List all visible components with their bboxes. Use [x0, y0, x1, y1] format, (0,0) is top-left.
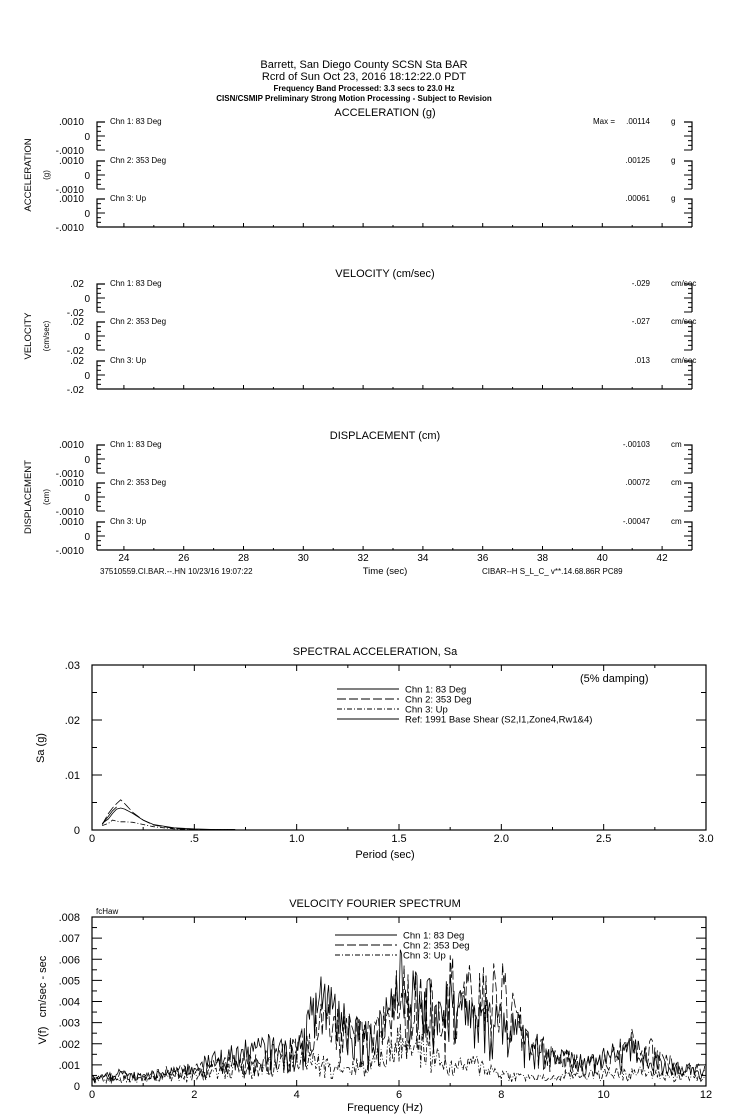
- channel-trace-group: [67, 317, 697, 357]
- sa-y-label: Sa (g): [35, 733, 47, 763]
- header-record-time: Rcrd of Sun Oct 23, 2016 18:12:22.0 PDT: [261, 71, 467, 83]
- vf-corner-label: fcHaw: [96, 907, 119, 916]
- series-line-3: [92, 1023, 705, 1082]
- y-tick-label: -.0010: [55, 546, 84, 557]
- y-tick-label: 0: [73, 825, 80, 837]
- y-tick-label: .0010: [58, 156, 84, 167]
- y-tick-label: -.0010: [55, 185, 84, 196]
- header-frequency-band: Frequency Band Processed: 3.3 secs to 23.0 Hz: [273, 84, 455, 93]
- y-tick-label: .03: [64, 660, 80, 672]
- y-tick-label: -.0010: [55, 469, 84, 480]
- x-tick-label: .5: [189, 833, 199, 845]
- vf-title: VELOCITY FOURIER SPECTRUM: [289, 898, 461, 910]
- y-tick-label: .005: [58, 975, 80, 988]
- x-tick-label: 24: [118, 553, 130, 564]
- time-axis-label: Time (sec): [362, 566, 408, 577]
- legend-entry: Chn 2: 353 Deg: [405, 694, 472, 706]
- y-tick-label: -.02: [66, 385, 84, 396]
- channel-label: Chn 3: Up: [110, 356, 147, 365]
- channel-label: Chn 1: 83 Deg: [110, 440, 162, 449]
- x-tick-label: 3.0: [698, 833, 714, 845]
- x-tick-label: 36: [477, 553, 489, 564]
- x-tick-label: 2.5: [596, 833, 612, 845]
- x-tick-label: 10: [597, 1089, 610, 1101]
- x-tick-label: 0: [88, 833, 96, 845]
- y-tick-label: .02: [70, 317, 84, 328]
- header-station: Barrett, San Diego County SCSN Sta BAR: [260, 59, 468, 71]
- y-tick-label: 0: [84, 371, 90, 382]
- channel-label: Chn 1: 83 Deg: [110, 279, 162, 288]
- legend-entry: Chn 1: 83 Deg: [405, 684, 467, 696]
- x-tick-label: 6: [395, 1089, 403, 1101]
- channel-label: Chn 2: 353 Deg: [110, 156, 167, 165]
- y-tick-label: .002: [58, 1038, 80, 1051]
- channel-peak-unit: cm: [671, 517, 682, 526]
- panel-side-unit: (cm/sec): [42, 320, 51, 352]
- channel-label: Chn 2: 353 Deg: [110, 478, 167, 487]
- sa-damping-note: (5% damping): [580, 673, 649, 685]
- channel-peak-value: -.00047: [622, 517, 650, 526]
- y-tick-label: 0: [84, 294, 90, 305]
- y-tick-label: .008: [58, 912, 80, 924]
- y-tick-label: 0: [84, 171, 90, 182]
- legend-entry: Chn 2: 353 Deg: [403, 940, 470, 952]
- report-header: [216, 59, 492, 103]
- legend-entry: Chn 3: Up: [405, 704, 448, 716]
- series-line-1: [92, 950, 705, 1082]
- y-tick-label: -.02: [66, 308, 84, 319]
- channel-trace-group: [67, 279, 697, 319]
- x-tick-label: 4: [293, 1089, 300, 1101]
- y-tick-label: .001: [58, 1059, 80, 1072]
- y-tick-label: .0010: [58, 517, 84, 528]
- y-tick-label: 0: [84, 209, 90, 220]
- x-tick-label: 2: [191, 1089, 198, 1101]
- channel-label: Chn 3: Up: [110, 517, 147, 526]
- channel-trace-group: [56, 117, 692, 157]
- x-tick-label: 12: [699, 1089, 713, 1101]
- channel-peak-value: -.00103: [622, 440, 650, 449]
- legend-entry: Ref: 1991 Base Shear (S2,I1,Zone4,Rw1&4): [405, 714, 593, 726]
- panel-title: ACCELERATION (g): [334, 107, 436, 119]
- y-tick-label: -.0010: [55, 223, 84, 234]
- channel-label: Chn 2: 353 Deg: [110, 317, 167, 326]
- max-prefix: Max =: [593, 117, 616, 126]
- y-tick-label: 0: [73, 1081, 80, 1093]
- x-tick-label: 34: [417, 553, 429, 564]
- panel-velocity: [23, 268, 696, 396]
- series-line-4: [102, 807, 116, 825]
- channel-peak-value: .00125: [625, 156, 650, 165]
- series-line-2: [102, 800, 235, 830]
- sa-x-label: Period (sec): [355, 849, 415, 861]
- spectral-acceleration-chart: [35, 646, 714, 861]
- channel-peak-unit: cm/sec: [671, 356, 697, 365]
- x-tick-label: 0: [88, 1089, 96, 1101]
- x-tick-label: 2.0: [493, 833, 509, 845]
- y-tick-label: .007: [58, 933, 80, 946]
- y-tick-label: .006: [58, 954, 80, 967]
- y-tick-label: 0: [84, 532, 90, 543]
- x-tick-label: 38: [536, 553, 549, 564]
- y-tick-label: -.0010: [55, 507, 84, 518]
- channel-trace-group: [67, 356, 697, 396]
- vf-y-label: V(f) cm/sec - sec: [37, 955, 49, 1045]
- y-tick-label: .01: [64, 770, 80, 782]
- panel-side-label: DISPLACEMENT: [23, 460, 34, 534]
- channel-peak-unit: g: [671, 117, 676, 126]
- channel-peak-unit: cm: [671, 478, 682, 487]
- x-tick-label: 40: [596, 553, 608, 564]
- channel-peak-value: .00114: [626, 117, 650, 126]
- y-tick-label: .0010: [58, 117, 84, 128]
- panel-title: VELOCITY (cm/sec): [335, 268, 435, 280]
- channel-peak-value: .00061: [625, 194, 650, 203]
- x-tick-label: 1.0: [289, 833, 305, 845]
- y-tick-label: 0: [84, 455, 90, 466]
- channel-peak-value: -.027: [631, 317, 650, 326]
- panel-side-unit: (g): [42, 170, 51, 180]
- series-line-3: [102, 820, 235, 829]
- x-tick-label: 30: [297, 553, 309, 564]
- channel-label: Chn 3: Up: [110, 194, 147, 203]
- panel-title: DISPLACEMENT (cm): [329, 430, 441, 442]
- legend-entry: Chn 3: Up: [403, 950, 446, 962]
- x-tick-label: 26: [178, 553, 190, 564]
- y-tick-label: 0: [84, 332, 90, 343]
- channel-peak-unit: g: [671, 156, 676, 165]
- channel-peak-value: .00072: [625, 478, 650, 487]
- seismogram-panels: [23, 107, 696, 564]
- x-tick-label: 32: [357, 553, 369, 564]
- channel-trace-group: [56, 517, 692, 557]
- channel-peak-unit: cm/sec: [671, 317, 697, 326]
- panel-side-label: ACCELERATION: [23, 138, 34, 212]
- x-tick-label: 8: [498, 1089, 505, 1101]
- legend-entry: Chn 1: 83 Deg: [403, 930, 465, 942]
- y-tick-label: .02: [64, 715, 80, 727]
- header-disclaimer: CISN/CSMIP Preliminary Strong Motion Processing - Subject to Revision: [216, 94, 492, 103]
- channel-label: Chn 1: 83 Deg: [110, 117, 162, 126]
- y-tick-label: .02: [70, 279, 84, 290]
- y-tick-label: .02: [70, 356, 84, 367]
- x-tick-label: 42: [656, 553, 668, 564]
- channel-peak-value: -.029: [631, 279, 650, 288]
- channel-peak-unit: cm: [671, 440, 682, 449]
- x-tick-label: 1.5: [391, 833, 407, 845]
- y-tick-label: 0: [84, 132, 90, 143]
- y-tick-label: .004: [58, 996, 80, 1009]
- channel-trace-group: [56, 478, 692, 518]
- plot-frame: [92, 665, 706, 830]
- y-tick-label: .0010: [58, 194, 84, 205]
- series-line-1: [102, 808, 235, 830]
- vf-x-label: Frequency (Hz): [347, 1102, 423, 1114]
- panel-displacement: [23, 430, 692, 564]
- channel-trace-group: [56, 440, 692, 480]
- y-tick-label: .0010: [58, 440, 84, 451]
- channel-peak-unit: cm/sec: [671, 279, 697, 288]
- channel-trace-group: [56, 194, 692, 234]
- x-tick-label: 28: [237, 553, 250, 564]
- sa-title: SPECTRAL ACCELERATION, Sa: [292, 646, 458, 658]
- processing-code-footer: CIBAR--H S_L_C_ v**.14.68.86R PC89: [482, 567, 623, 576]
- y-tick-label: -.0010: [55, 146, 84, 157]
- channel-peak-unit: g: [671, 194, 676, 203]
- channel-peak-value: .013: [634, 356, 650, 365]
- y-tick-label: .003: [58, 1017, 80, 1030]
- series-line-2: [92, 955, 705, 1082]
- record-id-footer: 37510559.CI.BAR.--.HN 10/23/16 19:07:22: [100, 567, 253, 576]
- y-tick-label: .0010: [58, 478, 84, 489]
- velocity-fourier-chart: [37, 898, 712, 1114]
- panel-acceleration: [23, 107, 692, 234]
- panel-side-label: VELOCITY: [23, 312, 34, 360]
- channel-trace-group: [56, 156, 692, 196]
- panel-side-unit: (cm): [42, 489, 51, 505]
- y-tick-label: -.02: [66, 346, 84, 357]
- y-tick-label: 0: [84, 493, 90, 504]
